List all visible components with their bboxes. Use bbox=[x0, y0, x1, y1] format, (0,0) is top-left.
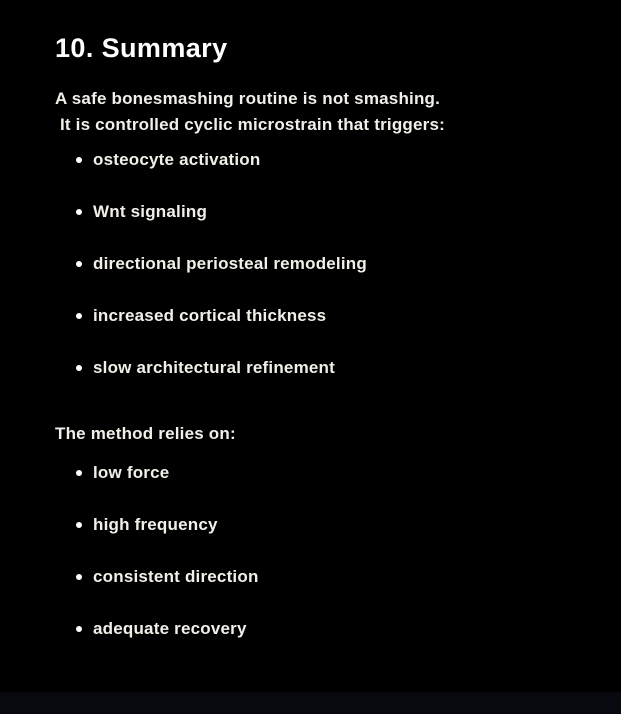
list-item: adequate recovery bbox=[55, 619, 259, 639]
list-item: increased cortical thickness bbox=[55, 306, 367, 326]
list-item: high frequency bbox=[55, 515, 259, 535]
list-item: slow architectural refinement bbox=[55, 358, 367, 378]
page-title: 10. Summary bbox=[55, 33, 228, 63]
list-item: consistent direction bbox=[55, 567, 259, 587]
intro-line-2: It is controlled cyclic microstrain that triggers: bbox=[55, 115, 445, 134]
intro-paragraph bbox=[55, 86, 445, 138]
intro-line-1: A safe bonesmashing routine is not smashing. bbox=[55, 89, 441, 108]
triggers-list bbox=[55, 150, 367, 410]
method-heading: The method relies on: bbox=[55, 424, 236, 443]
list-item: directional periosteal remodeling bbox=[55, 254, 367, 274]
method-list bbox=[55, 463, 259, 671]
list-item: osteocyte activation bbox=[55, 150, 367, 170]
list-item: low force bbox=[55, 463, 259, 483]
footer-bar bbox=[0, 692, 621, 714]
list-item: Wnt signaling bbox=[55, 202, 367, 222]
